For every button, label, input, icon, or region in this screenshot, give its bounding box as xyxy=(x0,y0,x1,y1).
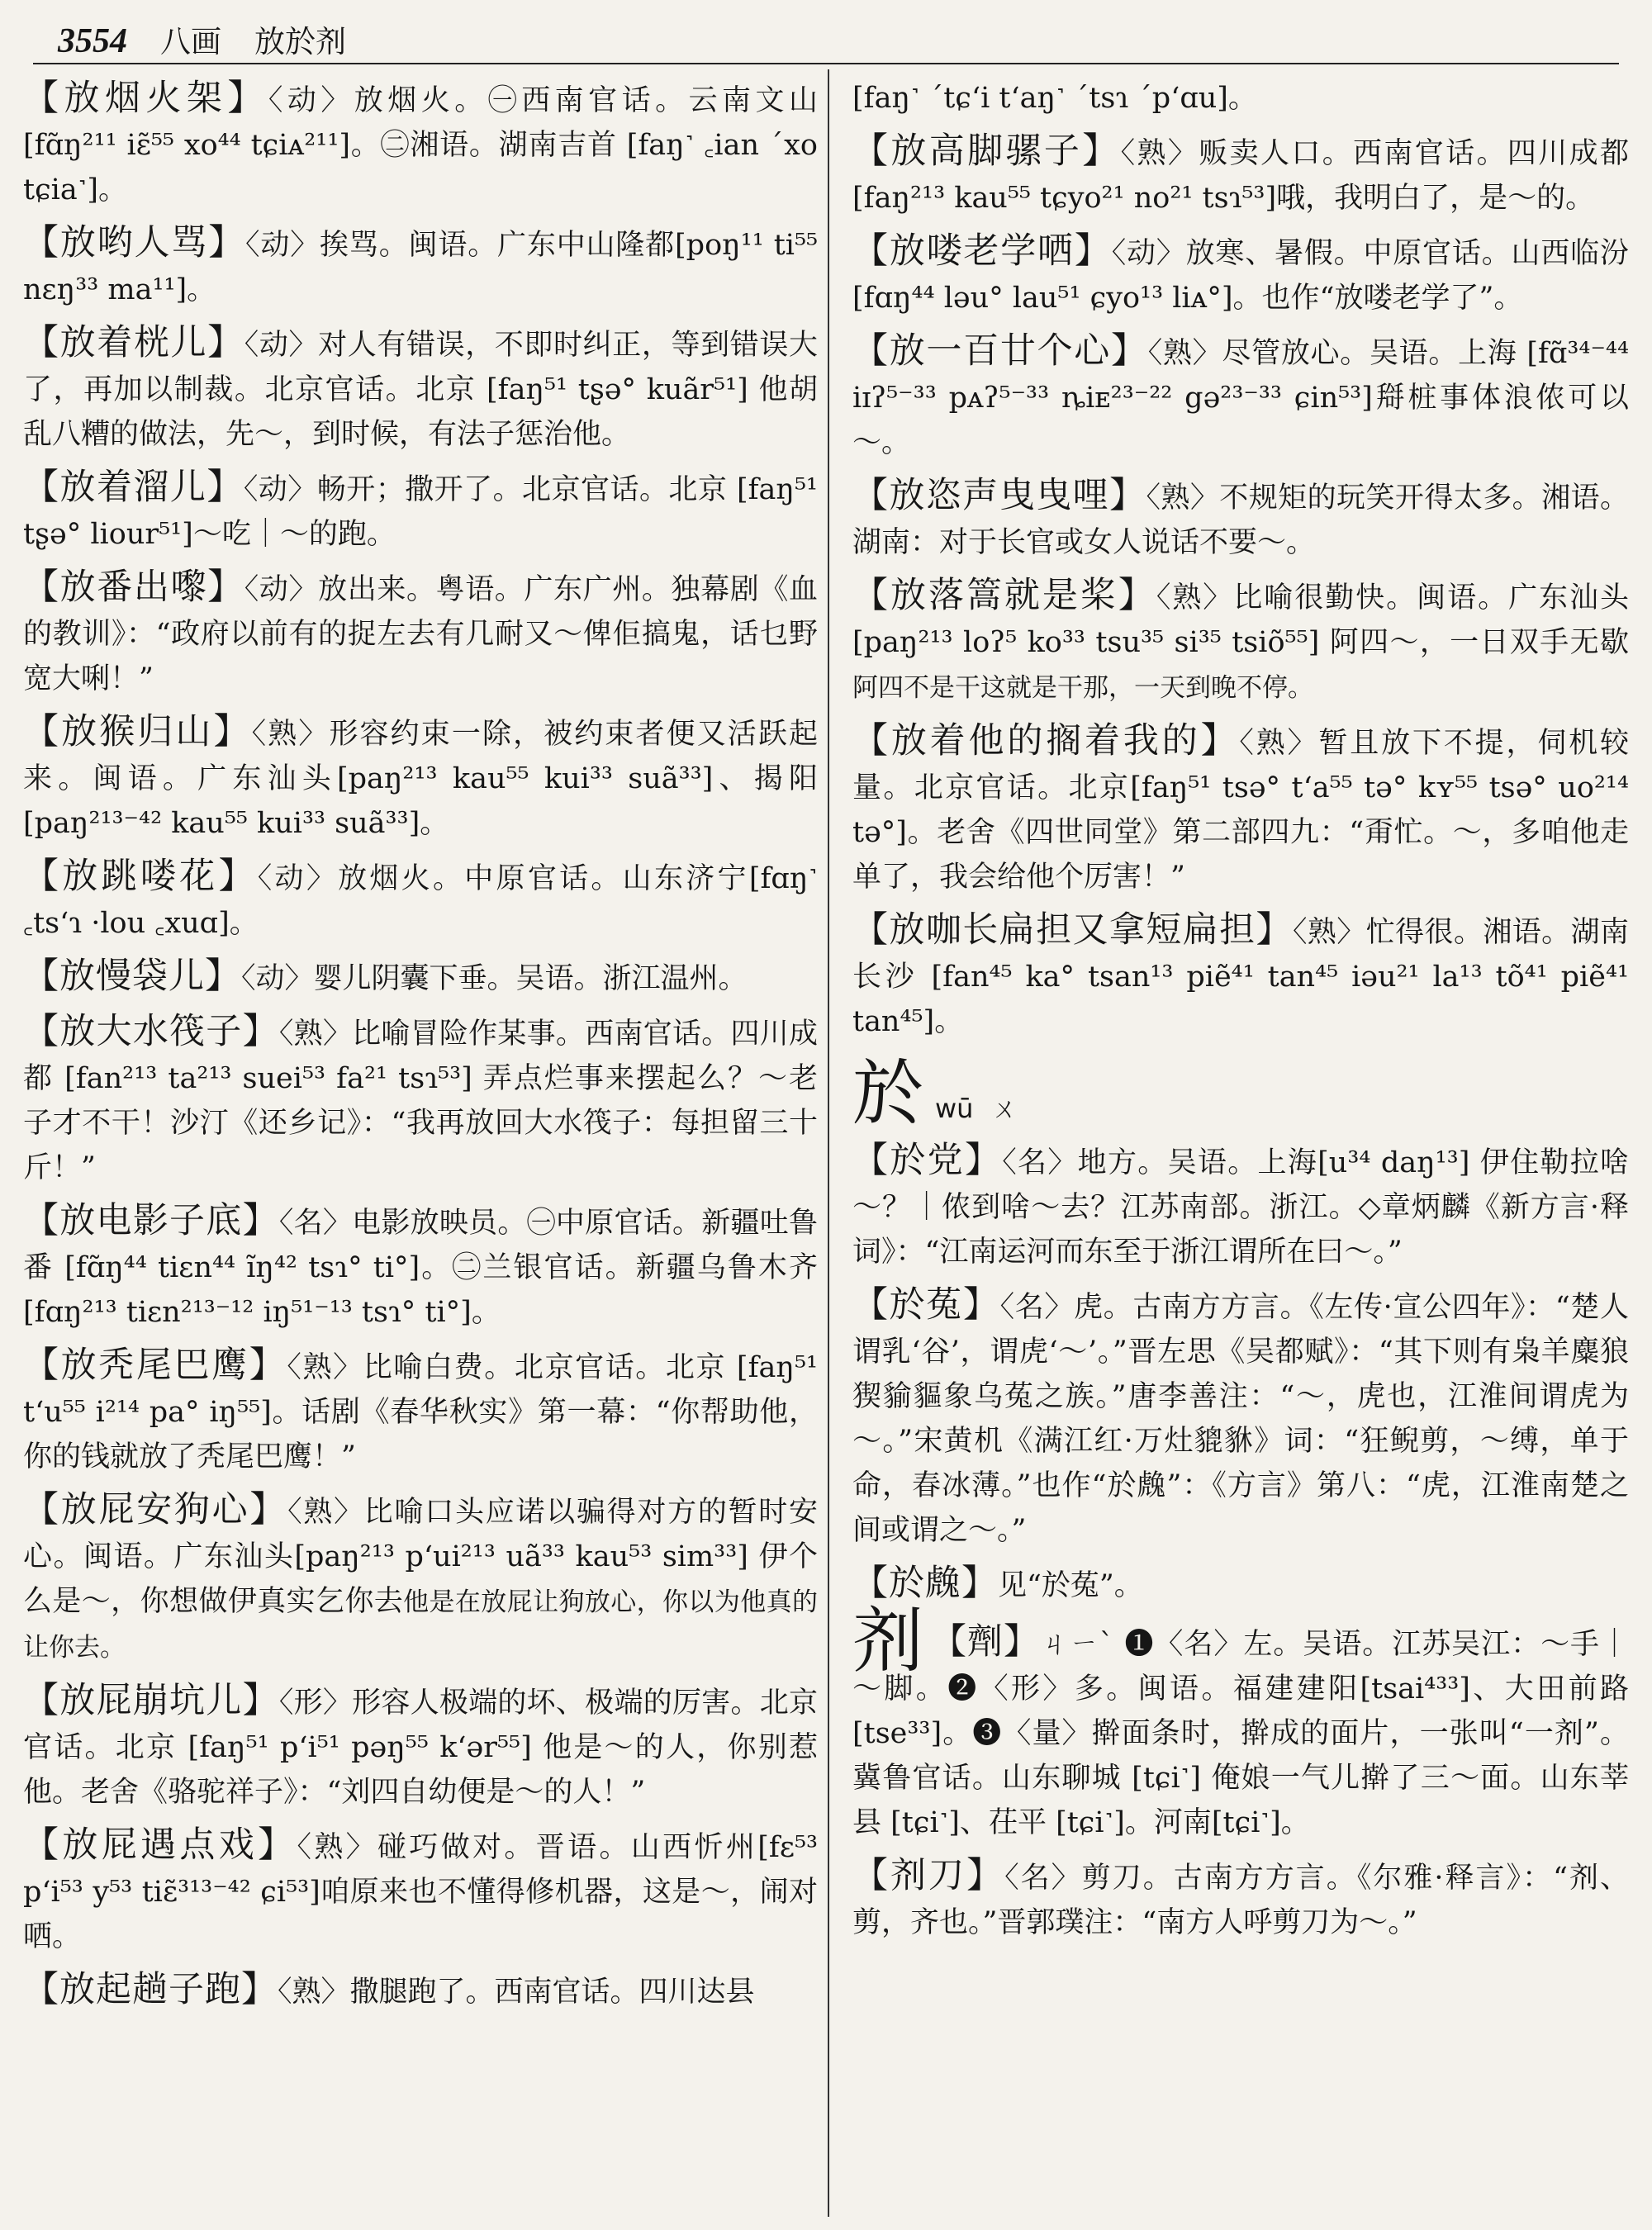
definition: 〈熟〉比喻冒险作某事。西南官话。四川成都 [fan²¹³ ta²¹³ suei⁵³ fa²¹ tsɿ⁵³] 弄点烂事来摆起么？～老子才不干！沙汀《还乡记》：“我再放回大水筏子：每担留三十斤！” xyxy=(23,1018,818,1184)
headword: 【 放着他的搁着我的 】 xyxy=(852,720,1239,762)
dictionary-entry xyxy=(852,129,1629,221)
headword: 【 放喽老学哂 】 xyxy=(852,230,1112,272)
headword: 【 放屁安狗心 】 xyxy=(23,1489,287,1530)
section-label: 八画 xyxy=(160,24,221,59)
definition: 〈动〉对人有错误，不即时纠正，等到错误大了，再加以制裁。北京官话。北京 [faŋ⁵¹ tʂə° kuãr⁵¹] 他胡乱八糟的做法，先～，到时候，有法子惩治他。 xyxy=(23,329,819,451)
dictionary-entry xyxy=(23,1343,818,1479)
headword: 【 放高脚骡子 】 xyxy=(852,130,1121,172)
headword: 【 放落篙就是桨 】 xyxy=(852,575,1156,616)
gloss-translation: 阿四不是干这就是干那，一天到晚不停。 xyxy=(852,673,1313,703)
definition: 〈动〉婴儿阴囊下垂。吴语。浙江温州。 xyxy=(241,962,748,995)
right-column xyxy=(852,76,1629,1953)
dictionary-entry xyxy=(23,76,818,212)
character-heading xyxy=(852,1052,1629,1135)
continuation-text: [faŋ˺ ˊtɕʻi tʻaŋ˺ ˊtsɿ ˊpʻɑu]。 xyxy=(852,82,1257,115)
dictionary-entry xyxy=(23,1009,818,1190)
dictionary-entry xyxy=(852,229,1629,320)
headword: 【 放起趟子跑 】 xyxy=(23,1969,278,2010)
dictionary-entry xyxy=(852,908,1629,1044)
dictionary-entry xyxy=(852,573,1629,710)
definition: ㄐㄧˋ ❶〈名〉左。吴语。江苏吴江：～手｜～脚。❷〈形〉多。闽语。福建建阳[tsai⁴³³]、大田前路 [tse³³]。❸〈量〉擀面条时，擀成的面片，一张叫“一剂”。冀鲁官话。山东聊城 [tɕi˺] 俺娘一气儿擀了三～面。山东莘县 [tɕi˺]、茌平 [tɕi˺]。河南[tɕi˺]。 xyxy=(852,1628,1630,1839)
left-column xyxy=(23,76,818,2023)
dictionary-entry xyxy=(23,1823,818,1959)
dictionary-entry xyxy=(23,221,818,312)
header-rule xyxy=(33,63,1619,64)
dictionary-entry xyxy=(852,329,1629,465)
headword: 【 放着桄儿 】 xyxy=(23,322,244,363)
definition: 〈熟〉忙得很。湘语。湖南长沙 [fan⁴⁵ ka° tsan¹³ piẽ⁴¹ tan⁴⁵ iəu²¹ la¹³ tõ⁴¹ piẽ⁴¹ tan⁴⁵]。 xyxy=(852,916,1630,1038)
dictionary-entry xyxy=(23,709,818,846)
dictionary-entry xyxy=(23,1678,818,1815)
head-character: 於 xyxy=(852,1052,923,1135)
headword: 【 放一百廿个心 】 xyxy=(852,330,1148,372)
definition: 〈熟〉比喻很勤快。闽语。广东汕头[paŋ²¹³ loʔ⁵ ko³³ tsu³⁵ si³⁵ tsiõ⁵⁵] 阿四～，一日双手无歇 xyxy=(852,581,1630,659)
dictionary-entry xyxy=(23,954,818,1001)
definition: 〈名〉电影放映员。㊀中原官话。新疆吐鲁番 [fɑ̃ŋ⁴⁴ tiɛn⁴⁴ ĩŋ⁴² tsɿ° ti°]。㊁兰银官话。新疆乌鲁木齐 [fɑŋ²¹³ tiɛn²¹³⁻¹² iŋ⁵¹⁻¹³ tsɿ° ti°]。 xyxy=(23,1207,818,1329)
headword: 【 放咖长扁担又拿短扁担 】 xyxy=(852,909,1293,951)
dictionary-entry xyxy=(23,1967,818,2014)
headword: 【 放烟火架 】 xyxy=(23,78,268,119)
definition: 〈熟〉比喻口头应诺以骗得对方的暂时安心。闽语。广东汕头[paŋ²¹³ pʻui²¹³ uã³³ kau⁵³ sim³³] 伊个么是～，你想做伊真实乞你去 xyxy=(23,1496,819,1618)
dictionary-entry xyxy=(852,1853,1629,1945)
dictionary-entry xyxy=(23,320,818,457)
definition: 〈名〉剪刀。古南方方言。《尔雅·释言》：“剂、剪，齐也。”晋郭璞注：“南方人呼剪刀为～。” xyxy=(852,1862,1630,1939)
definition: 〈熟〉比喻白费。北京官话。北京 [faŋ⁵¹ tʻu⁵⁵ i²¹⁴ pa° iŋ⁵⁵]。话剧《春华秋实》第一幕：“你帮助他，你的钱就放了秃尾巴鹰！” xyxy=(23,1351,818,1473)
definition: 〈动〉挨骂。闽语。广东中山隆都[poŋ¹¹ ti⁵⁵ nɛŋ³³ ma¹¹]。 xyxy=(23,229,819,306)
dictionary-entry xyxy=(23,465,818,557)
headword: 【 放秃尾巴鹰 】 xyxy=(23,1345,287,1386)
definition: 见“於菟”。 xyxy=(998,1569,1143,1602)
dictionary-entry xyxy=(23,1487,818,1670)
dictionary-entry xyxy=(852,473,1629,565)
headword: 【 放屁崩坑儿 】 xyxy=(23,1680,279,1721)
dictionary-entry xyxy=(23,1198,818,1335)
dictionary-entry xyxy=(852,1283,1629,1553)
definition: 〈动〉放烟火。中原官话。山东济宁[fɑŋ˺ ꜀tsʻɿ ·lou ꜀xuɑ]。 xyxy=(23,862,819,940)
head-character: 剂 xyxy=(852,1600,924,1682)
headword: 【 放番出嚟 】 xyxy=(23,567,244,608)
headword: 【 放电影子底 】 xyxy=(23,1200,279,1241)
definition: 〈熟〉尽管放心。吴语。上海 [fɑ̃³⁴⁻⁴⁴ iɪʔ⁵⁻³³ pᴀʔ⁵⁻³³ ȵiᴇ²³⁻²² gə²³⁻³³ ɕin⁵³]搿桩事体浪侬可以～。 xyxy=(852,337,1629,459)
headword: 【 於䖘 】 xyxy=(852,1563,998,1604)
headword: 【 放哟人骂 】 xyxy=(23,222,245,263)
gloss-translation: 他是在放屁让狗放心，你以为他真的让你去。 xyxy=(23,1587,818,1663)
column-divider xyxy=(828,69,829,2217)
definition: 〈熟〉暂且放下不提，伺机较量。北京官话。北京[faŋ⁵¹ tsə° tʻa⁵⁵ tə° kʏ⁵⁵ tsə° uo²¹⁴ tə°]。老舍《四世同堂》第二部四九：“甭忙。～，多咱他走单了，我会给他个厉害！” xyxy=(852,727,1630,894)
definition: 〈名〉虎。古南方方言。《左传·宣公四年》：“楚人谓乳‘谷’，谓虎‘～’。”晋左思《吴都赋》：“其下则有枭羊麋狼猰貐貙象乌菟之族。”唐李善注：“～，虎也，江淮间谓虎为～。”宋黄机《满江红·万灶貔貅》词：“狂鲵剪，～缚，单于命，春冰薄。”也作“於䖘”：《方言》第八：“虎，江淮南楚之间或谓之～。” xyxy=(852,1291,1630,1547)
page-header xyxy=(58,17,1602,58)
dictionary-entry xyxy=(852,1561,1629,1608)
character-entry xyxy=(852,1600,1630,1845)
headword: 【 放猴归山 】 xyxy=(23,711,252,752)
headword: 【 放屁遇点戏 】 xyxy=(23,1824,297,1866)
headword: 【 於党 】 xyxy=(852,1140,1002,1181)
definition: 〈形〉形容人极端的坏、极端的厉害。北京官话。北京 [faŋ⁵¹ pʻi⁵¹ pəŋ⁵⁵ kʻər⁵⁵] 他是～的人，你别惹他。老舍《骆驼祥子》：“刘四自幼便是～的人！” xyxy=(23,1687,818,1809)
definition: 〈熟〉碰巧做对。晋语。山西忻州[fɛ⁵³ pʻi⁵³ y⁵³ tiɛ̃³¹³⁻⁴² ɕi⁵³]咱原来也不懂得修机器，这是～，闹对哂。 xyxy=(23,1831,819,1953)
headword: 【 放大水筏子 】 xyxy=(23,1011,279,1052)
header-chars: 放於剂 xyxy=(254,24,346,59)
traditional-form: 【劑】 xyxy=(930,1621,1040,1663)
definition: 〈熟〉形容约束一除，被约束者便又活跃起来。闽语。广东汕头[paŋ²¹³ kau⁵⁵ kui³³ suã³³]、揭阳[paŋ²¹³⁻⁴² kau⁵⁵ kui³³ suã³³]。 xyxy=(23,718,819,840)
page-number: 3554 xyxy=(58,22,127,60)
definition: 〈动〉放烟火。㊀西南官话。云南文山 [fɑ̃ŋ²¹¹ iɛ̃⁵⁵ xo⁴⁴ tɕiᴀ²¹¹]。㊁湘语。湖南吉首 [faŋ˺ ꜀ian ˊxo tɕia˺]。 xyxy=(23,84,819,206)
headword: 【 於菟 】 xyxy=(852,1284,1000,1326)
definition: 〈熟〉贩卖人口。西南官话。四川成都 [faŋ²¹³ kau⁵⁵ tɕyo²¹ no²¹ tsɿ⁵³]哦，我明白了，是～的。 xyxy=(852,137,1630,215)
dictionary-entry xyxy=(852,1138,1629,1274)
definition: 〈动〉放寒、暑假。中原官话。山西临汾[fɑŋ⁴⁴ ləu° lau⁵¹ ɕyo¹³ liᴀ°]。也作“放喽老学了”。 xyxy=(852,237,1629,315)
dictionary-entry xyxy=(852,719,1629,899)
headword: 【 放慢袋儿 】 xyxy=(23,956,241,997)
definition: 〈动〉畅开；撒开了。北京官话。北京 [faŋ⁵¹ tʂə° liour⁵¹]～吃｜～的跑。 xyxy=(23,473,819,551)
definition: 〈动〉放出来。粤语。广东广州。独幕剧《血的教训》：“政府以前有的捉左去有几耐又～俾佢搞鬼，话乜野宽大唎！” xyxy=(23,573,819,695)
definition: 〈熟〉不规矩的玩笑开得太多。湘语。湖南：对于长官或女人说话不要～。 xyxy=(852,482,1629,559)
dictionary-entry xyxy=(23,854,818,946)
bopomofo: ㄨ xyxy=(991,1093,1018,1124)
headword: 【 放着溜儿 】 xyxy=(23,467,244,508)
headword: 【 放跳喽花 】 xyxy=(23,856,258,897)
dictionary-entry xyxy=(23,565,818,701)
pinyin: wū xyxy=(935,1093,974,1124)
definition: 〈熟〉撒腿跑了。西南官话。四川达县 xyxy=(278,1976,755,2009)
headword: 【 放恣声曳曳哩 】 xyxy=(852,475,1146,516)
definition: 〈名〉地方。吴语。上海[u³⁴ daŋ¹³] 伊住勒拉啥～？｜侬到啥～去？江苏南部。浙江。◇章炳麟《新方言·释词》：“江南运河而东至于浙江谓所在曰～。” xyxy=(852,1146,1630,1269)
headword: 【 剂刀 】 xyxy=(852,1855,1004,1896)
